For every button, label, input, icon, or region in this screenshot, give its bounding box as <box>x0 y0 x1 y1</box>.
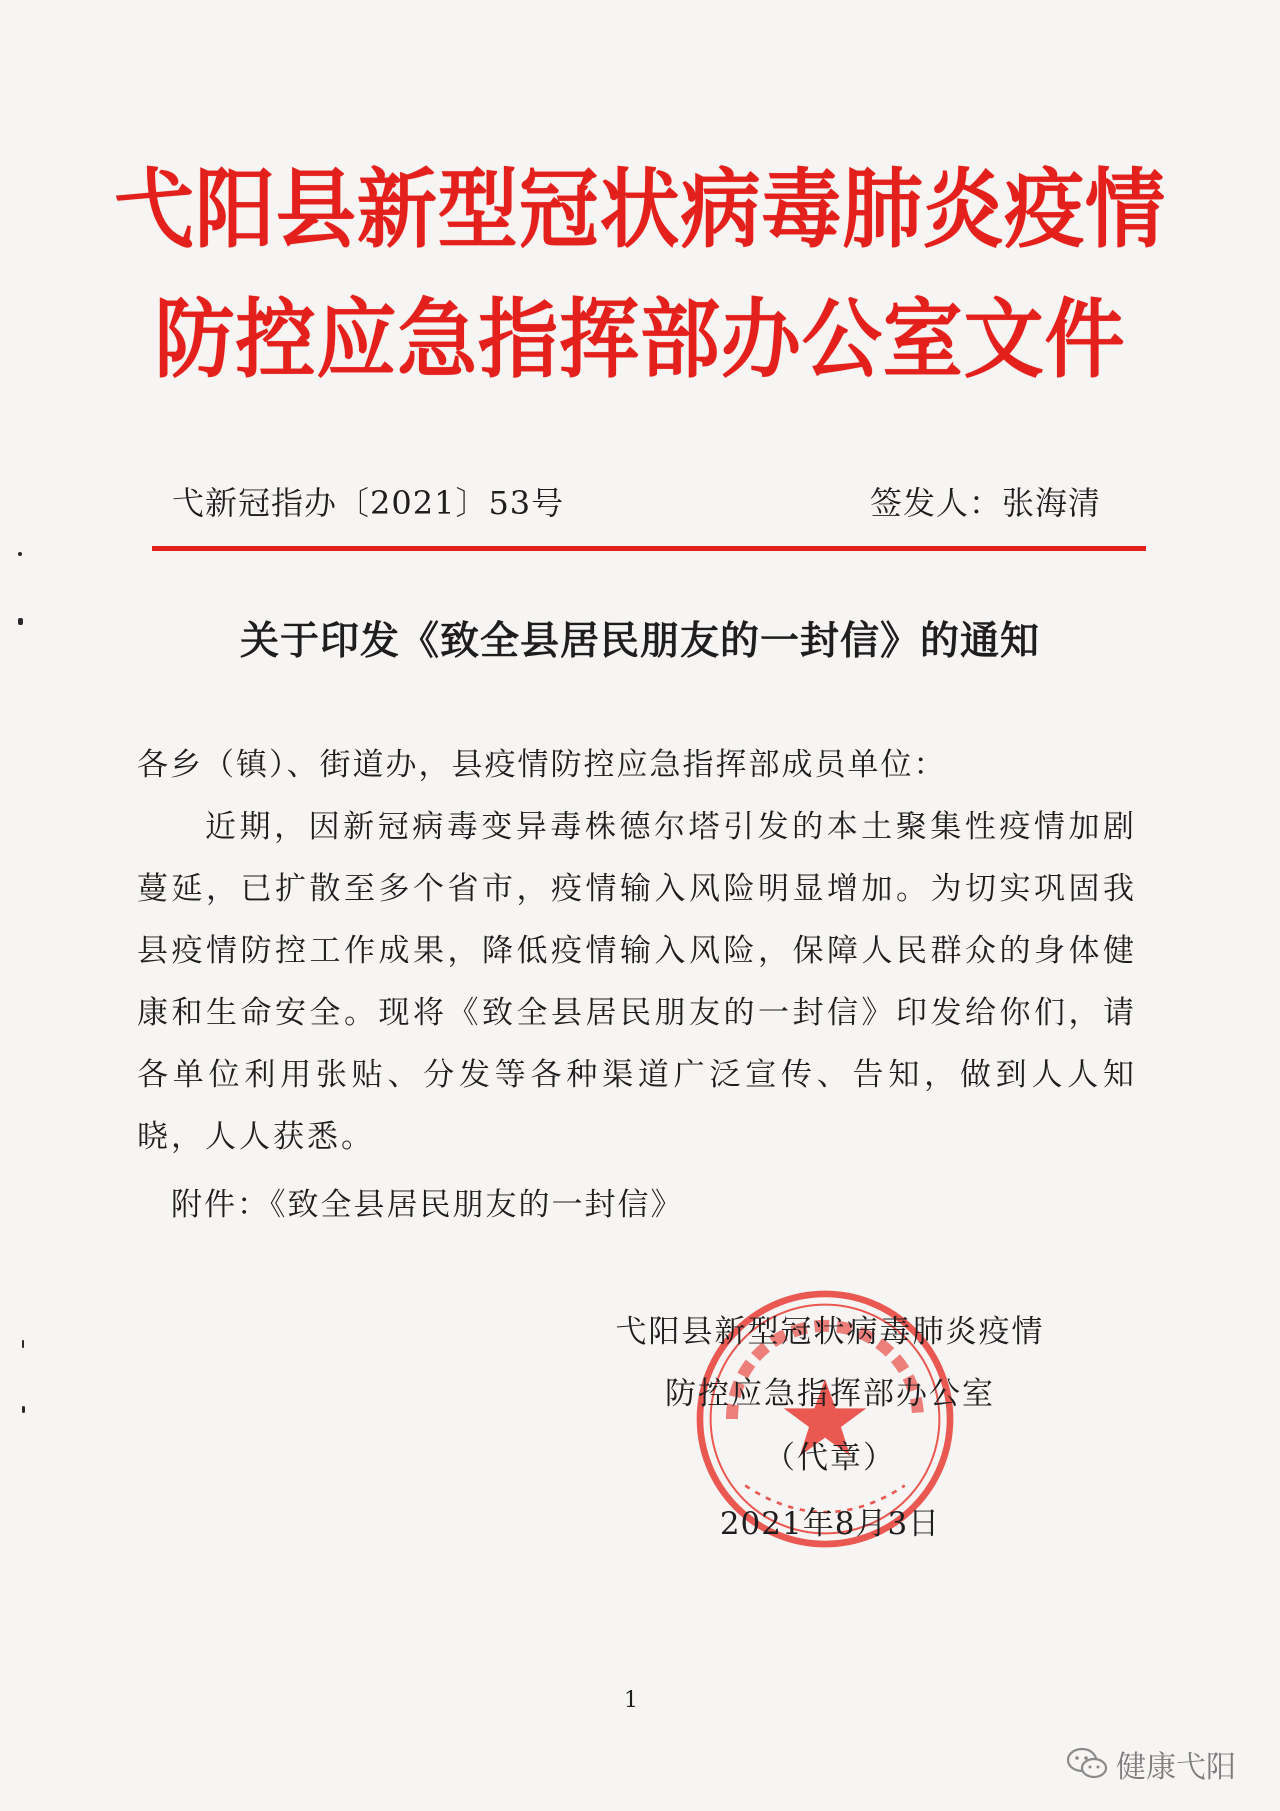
signing-org-line-2: 防控应急指挥部办公室 <box>665 1376 995 1412</box>
red-divider <box>152 546 1146 551</box>
watermark <box>1066 1742 1236 1786</box>
attachment-line: 附件：《致全县居民朋友的一封信》 <box>171 1187 684 1223</box>
page-number: 1 <box>624 1688 638 1713</box>
signing-date: 2021年8月3日 <box>719 1506 941 1542</box>
document-number: 弋新冠指办〔2021〕53号 <box>172 484 565 522</box>
watermark-text: 健康弋阳 <box>1116 1750 1236 1785</box>
scan-speck <box>18 552 22 556</box>
salutation: 各乡（镇）、街道办，县疫情防控应急指挥部成员单位： <box>137 747 947 783</box>
scan-speck <box>18 618 23 625</box>
red-header-title-line-2: 防控应急指挥部办公室文件 <box>154 290 1126 390</box>
wechat-icon <box>1066 1746 1108 1782</box>
scan-speck <box>22 1340 24 1348</box>
red-header-title-line-1: 弋阳县新型冠状病毒肺炎疫情 <box>114 160 1166 260</box>
signer: 签发人：张海清 <box>870 484 1102 522</box>
scan-speck <box>22 1406 25 1413</box>
body-paragraph: 近期，因新冠病毒变异毒株德尔塔引发的本土聚集性疫情加剧蔓延，已扩散至多个省市，疫情输入风险明显增加。为切实巩固我县疫情防控工作成果，降低疫情输入风险，保障人民群众的身体健康和生命安全。现将《致全县居民朋友的一封信》印发给你们，请各单位利用张贴、分发等各种渠道广泛宣传、告知，做到人人知晓，人人获悉。 <box>137 809 1137 1155</box>
notice-title: 关于印发《致全县居民朋友的一封信》的通知 <box>239 618 1040 664</box>
signing-org-line-1: 弋阳县新型冠状病毒肺炎疫情 <box>615 1314 1045 1350</box>
seal-note: （代章） <box>764 1440 896 1476</box>
